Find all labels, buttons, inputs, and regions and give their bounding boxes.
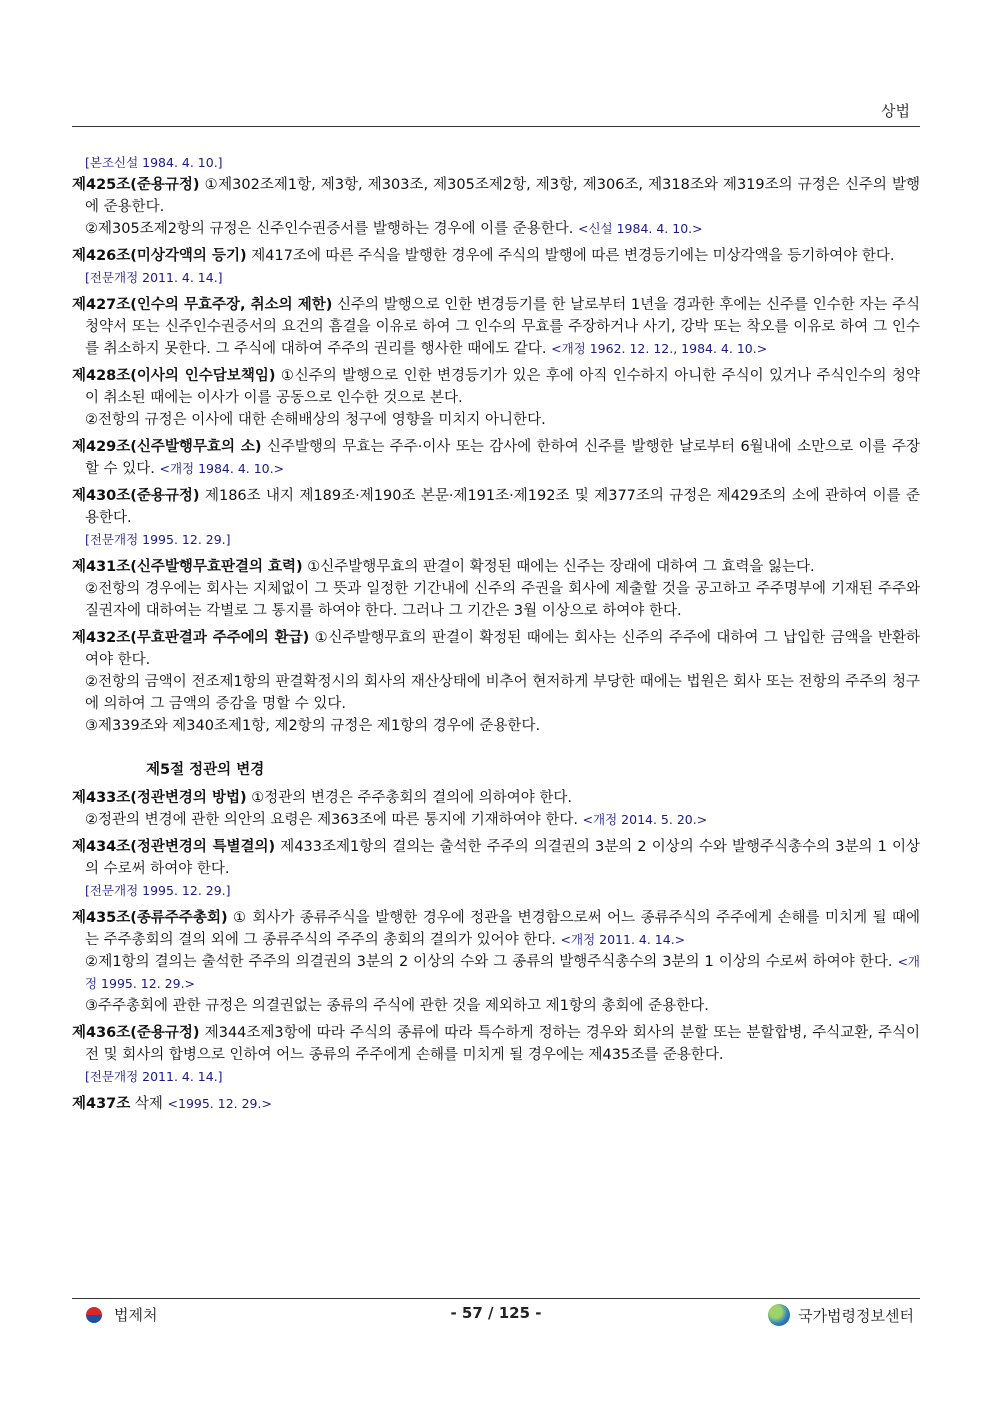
article-paragraph bbox=[72, 627, 920, 671]
page-footer bbox=[72, 1304, 920, 1330]
article-text: ②정관의 변경에 관한 의안의 요령은 제363조에 따른 통지에 기재하여야 한다. bbox=[85, 812, 583, 828]
article-text: 제186조 내지 제189조·제190조 본문·제191조·제192조 및 제377조의 규정은 제429조의 소에 관하여 이를 준용한다. bbox=[85, 488, 920, 526]
article-text: ①신주발행무효의 판결이 확정된 때에는 회사는 신주의 주주에 대하여 그 납입한 금액을 반환하여야 한다. bbox=[85, 630, 920, 668]
article-title: 제431조(신주발행무효판결의 효력) bbox=[72, 559, 303, 575]
article-paragraph bbox=[72, 907, 920, 951]
amendment-note: <개정 2014. 5. 20.> bbox=[582, 812, 708, 827]
revision-note: [본조신설 1984. 4. 10.] bbox=[85, 155, 223, 170]
article-paragraph bbox=[72, 951, 920, 995]
revision-note: [전문개정 2011. 4. 14.] bbox=[85, 1069, 223, 1084]
article-block bbox=[72, 907, 920, 1017]
article-text: ②제1항의 결의는 출석한 주주의 의결권의 3분의 2 이상의 수와 그 종류의 발행주식총수의 3분의 1 이상의 수로써 하여야 한다. bbox=[85, 954, 898, 970]
footer-center-name: 국가법령정보센터 bbox=[798, 1306, 914, 1325]
article-paragraph bbox=[72, 436, 920, 480]
revision-note: [전문개정 2011. 4. 14.] bbox=[85, 270, 223, 285]
article-text: ②전항의 금액이 전조제1항의 판결확정시의 회사의 재산상태에 비추어 현저하게 부당한 때에는 법원은 회사 또는 전항의 주주의 청구에 의하여 그 금액의 증감을 명할 수 있다. bbox=[85, 674, 920, 712]
article-text: 신주의 발행으로 인한 변경등기를 한 날로부터 1년을 경과한 후에는 신주를 인수한 자는 주식청약서 또는 신주인수권증서의 요건의 흠결을 이유로 하여 그 인수의 무효를 주장하거나 사기, 강박 또는 착오를 이유로 하여 그 인수를 취소하지 못한다. 그 주식에 대하여 주주의 권리를 행사한 때에도 같다. bbox=[85, 297, 920, 357]
article-paragraph bbox=[72, 1093, 920, 1115]
amendment-note: <1995. 12. 29.> bbox=[167, 1096, 272, 1111]
article-paragraph bbox=[72, 836, 920, 880]
amendment-note: <신설 1984. 4. 10.> bbox=[577, 221, 703, 236]
article-title: 제429조(신주발행무효의 소) bbox=[72, 439, 262, 455]
article-title: 제430조(준용규정) bbox=[72, 488, 200, 504]
article-text: ①제302조제1항, 제3항, 제303조, 제305조제2항, 제3항, 제306조, 제318조와 제319조의 규정은 신주의 발행에 준용한다. bbox=[85, 177, 920, 215]
article-block bbox=[72, 245, 920, 289]
article-block bbox=[72, 436, 920, 480]
law-center-logo-icon bbox=[768, 1304, 790, 1326]
article-paragraph bbox=[72, 294, 920, 360]
article-text: 제417조에 따른 주식을 발행한 경우에 주식의 발행에 따른 변경등기에는 미상각액을 등기하여야 한다. bbox=[246, 248, 895, 264]
section-heading: 제5절 정관의 변경 bbox=[146, 762, 265, 778]
article-paragraph bbox=[72, 578, 920, 622]
article-paragraph bbox=[72, 671, 920, 715]
article-paragraph bbox=[72, 715, 920, 737]
article-title: 제433조(정관변경의 방법) bbox=[72, 790, 247, 806]
article-paragraph bbox=[72, 245, 920, 267]
article-text: 삭제 bbox=[130, 1096, 168, 1112]
article-block bbox=[72, 365, 920, 431]
article-title: 제434조(정관변경의 특별결의) bbox=[72, 839, 276, 855]
footer-agency-name: 법제처 bbox=[114, 1306, 158, 1324]
article-title: 제436조(준용규정) bbox=[72, 1025, 200, 1041]
article-block bbox=[72, 174, 920, 240]
article-block bbox=[72, 1093, 920, 1115]
document-header-title: 상법 bbox=[881, 102, 910, 120]
article-title: 제427조(인수의 무효주장, 취소의 제한) bbox=[72, 297, 333, 313]
article-text: ②전항의 경우에는 회사는 지체없이 그 뜻과 일정한 기간내에 신주의 주권을 회사에 제출할 것을 공고하고 주주명부에 기재된 주주와 질권자에 대하여는 각별로 그 통지를 하여야 한다. 그러나 그 기간은 3월 이상으로 하여야 한다. bbox=[85, 581, 920, 619]
law-text-body bbox=[72, 152, 920, 1120]
page-number: - 57 / 125 - bbox=[450, 1304, 542, 1322]
article-text: ③주주총회에 관한 규정은 의결권없는 종류의 주식에 관한 것을 제외하고 제1항의 총회에 준용한다. bbox=[85, 998, 709, 1014]
article-paragraph bbox=[72, 218, 920, 240]
article-block bbox=[72, 627, 920, 737]
article-block bbox=[72, 836, 920, 902]
article-block bbox=[72, 556, 920, 622]
article-title: 제432조(무효판결과 주주에의 환급) bbox=[72, 630, 310, 646]
article-title: 제425조(준용규정) bbox=[72, 177, 200, 193]
article-text: ③제339조와 제340조제1항, 제2항의 규정은 제1항의 경우에 준용한다. bbox=[85, 718, 541, 734]
article-paragraph bbox=[72, 485, 920, 529]
article-paragraph bbox=[72, 409, 920, 431]
article-text: ① 회사가 종류주식을 발행한 경우에 정관을 변경함으로써 어느 종류주식의 주주에게 손해를 미치게 될 때에는 주주총회의 결의 외에 그 종류주식의 주주의 총회의 결의가 있어야 한다. bbox=[85, 910, 920, 948]
article-paragraph bbox=[72, 1022, 920, 1066]
amendment-note: <개정 1962. 12. 12., 1984. 4. 10.> bbox=[551, 341, 768, 356]
article-paragraph bbox=[72, 995, 920, 1017]
article-paragraph bbox=[72, 556, 920, 578]
header-divider bbox=[72, 126, 920, 127]
article-text: 제433조제1항의 결의는 출석한 주주의 의결권의 3분의 2 이상의 수와 발행주식총수의 3분의 1 이상의 수로써 하여야 한다. bbox=[85, 839, 920, 877]
article-block bbox=[72, 485, 920, 551]
amendment-note: <개정 2011. 4. 14.> bbox=[560, 932, 686, 947]
article-paragraph bbox=[72, 787, 920, 809]
article-paragraph bbox=[72, 809, 920, 831]
article-text: 제344조제3항에 따라 주식의 종류에 따라 특수하게 정하는 경우와 회사의 분할 또는 분할합병, 주식교환, 주식이전 및 회사의 합병으로 인하여 어느 종류의 주주에게 손해를 미치게 될 경우에는 제435조를 준용한다. bbox=[85, 1025, 920, 1063]
amendment-note: <개정 1995. 12. 29.> bbox=[85, 954, 920, 991]
article-title: 제435조(종류주주총회) bbox=[72, 910, 228, 926]
article-text: ①신주의 발행으로 인한 변경등기가 있은 후에 아직 인수하지 아니한 주식이 있거나 주식인수의 청약이 취소된 때에는 이사가 이를 공동으로 인수한 것으로 본다. bbox=[85, 368, 920, 406]
article-text: ①정관의 변경은 주주총회의 결의에 의하여야 한다. bbox=[246, 790, 573, 806]
article-text: ①신주발행무효의 판결이 확정된 때에는 신주는 장래에 대하여 그 효력을 잃는다. bbox=[302, 559, 815, 575]
revision-note: [전문개정 1995. 12. 29.] bbox=[85, 532, 231, 547]
article-title: 제437조 bbox=[72, 1096, 131, 1112]
revision-note: [전문개정 1995. 12. 29.] bbox=[85, 883, 231, 898]
footer-divider bbox=[72, 1298, 920, 1299]
amendment-note: <개정 1984. 4. 10.> bbox=[159, 461, 285, 476]
article-paragraph bbox=[72, 174, 920, 218]
footer-right bbox=[768, 1304, 914, 1326]
article-block bbox=[72, 294, 920, 360]
article-paragraph bbox=[72, 365, 920, 409]
article-text: 신주발행의 무효는 주주·이사 또는 감사에 한하여 신주를 발행한 날로부터 6월내에 소만으로 이를 주장할 수 있다. bbox=[85, 439, 920, 477]
article-text: ②전항의 규정은 이사에 대한 손해배상의 청구에 영향을 미치지 아니한다. bbox=[85, 412, 546, 428]
article-block bbox=[72, 787, 920, 831]
article-title: 제428조(이사의 인수담보책임) bbox=[72, 368, 276, 384]
article-text: ②제305조제2항의 규정은 신주인수권증서를 발행하는 경우에 이를 준용한다. bbox=[85, 221, 578, 237]
article-title: 제426조(미상각액의 등기) bbox=[72, 248, 247, 264]
article-block bbox=[72, 1022, 920, 1088]
